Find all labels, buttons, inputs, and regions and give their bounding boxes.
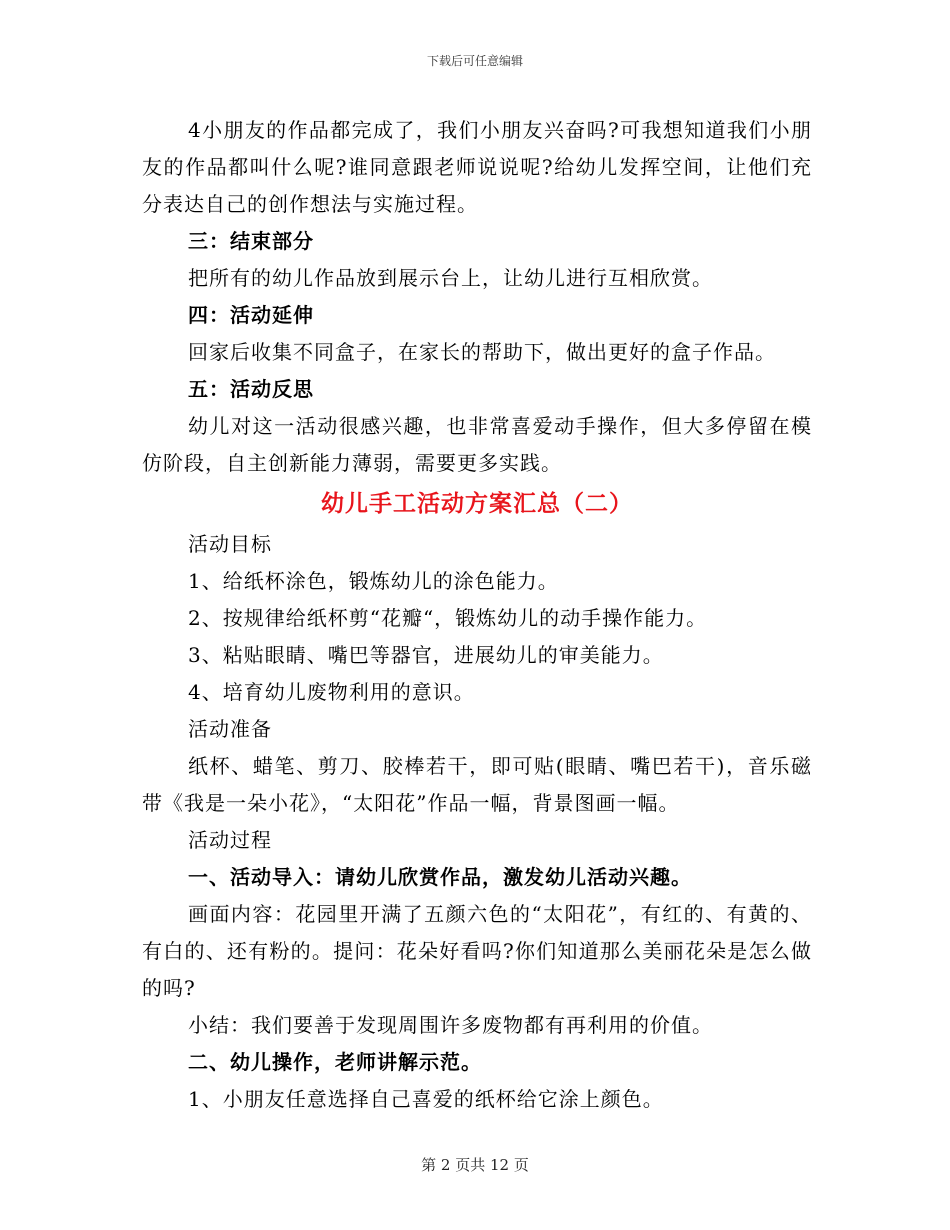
section-heading-extension: 四：活动延伸 [188,303,314,327]
section-heading-reflection: 五：活动反思 [188,377,314,401]
paragraph-ending: 把所有的幼儿作品放到展示台上，让幼儿进行互相欣赏。 [188,266,713,290]
section-heading-ending: 三：结束部分 [188,229,314,253]
section-heading-operation: 二、幼儿操作，老师讲解示范。 [188,1050,482,1074]
subheading-preparation: 活动准备 [188,717,272,741]
goal-item-4: 4、培育幼儿废物利用的意识。 [188,680,475,704]
goal-item-3: 3、粘贴眼睛、嘴巴等器官，进展幼儿的审美能力。 [188,643,664,667]
paragraph-picture-content: 画面内容：花园里开满了五颜六色的“太阳花”，有红的、有黄的、有白的、还有粉的。提问：花朵好看吗?你们知道那么美丽花朵是怎么做的吗? [142,902,812,1000]
paragraph-extension: 回家后收集不同盒子，在家长的帮助下，做出更好的盒子作品。 [188,340,776,364]
paragraph-preparation: 纸杯、蜡笔、剪刀、胶棒若干，即可贴(眼睛、嘴巴若干)，音乐磁带《我是一朵小花》，“太阳花”作品一幅，背景图画一幅。 [142,754,812,815]
page-header: 下载后可任意编辑 [426,54,523,68]
goal-item-2: 2、按规律给纸杯剪“花瓣“，锻炼幼儿的动手操作能力。 [188,606,708,630]
section-heading-introduction: 一、活动导入：请幼儿欣赏作品，激发幼儿活动兴趣。 [188,865,692,889]
operation-item-1: 1、小朋友任意选择自己喜爱的纸杯给它涂上颜色。 [188,1087,664,1111]
paragraph-works-completed: 4小朋友的作品都完成了，我们小朋友兴奋吗?可我想知道我们小朋友的作品都叫什么呢?谁同意跟老师说说呢?给幼儿发挥空间，让他们充分表达自己的创作想法与实施过程。 [142,118,812,216]
paragraph-summary: 小结：我们要善于发现周围许多废物都有再利用的价值。 [188,1013,713,1037]
document-body [142,112,812,1118]
page-footer: 第 2 页共 12 页 [421,1156,529,1174]
document-title: 幼儿手工活动方案汇总（二） [321,490,633,517]
paragraph-reflection: 幼儿对这一活动很感兴趣，也非常喜爱动手操作，但大多停留在模仿阶段，自主创新能力薄弱，需要更多实践。 [142,414,812,475]
goal-item-1: 1、给纸杯涂色，锻炼幼儿的涂色能力。 [188,569,559,593]
subheading-goals: 活动目标 [188,532,272,556]
subheading-process: 活动过程 [188,828,272,852]
